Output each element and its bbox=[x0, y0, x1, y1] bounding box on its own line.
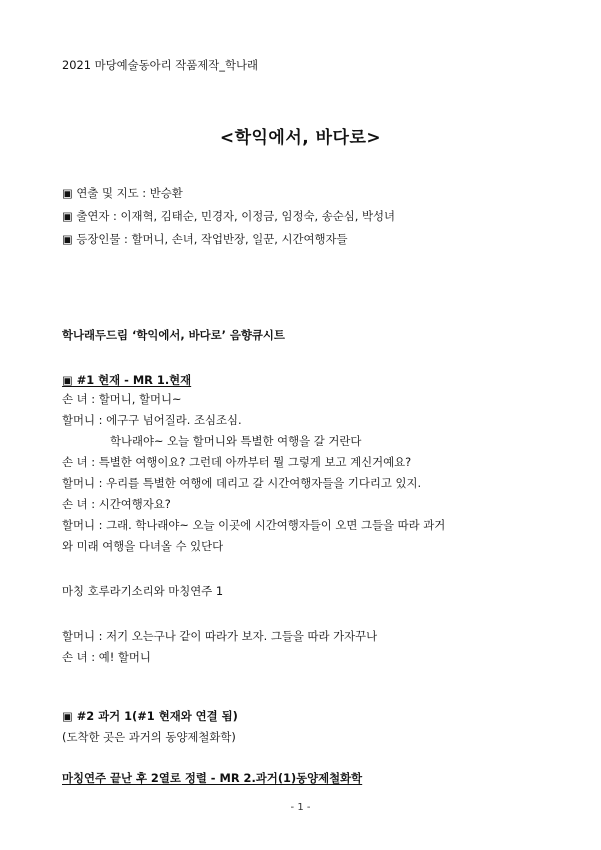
scene1-heading: ▣ #1 현재 - MR 1.현재 bbox=[62, 373, 192, 387]
dialogue-line: 손 녀 : 시간여행자요? bbox=[62, 497, 171, 511]
cue-sheet-title: 학나래두드림 ‘학익에서, 바다로’ 음향큐시트 bbox=[62, 328, 285, 342]
document-title: <학익에서, 바다로> bbox=[219, 128, 382, 148]
scene2-heading: ▣ #2 과거 1(#1 현재와 연결 됨) bbox=[62, 709, 238, 723]
dialogue-line: 손 녀 : 특별한 여행이요? 그런데 아까부터 뭘 그렇게 보고 계신거예요? bbox=[62, 455, 412, 469]
dialogue-line: 할머니 : 그래. 학나래야~ 오늘 이곳에 시간여행자들이 오면 그들을 따라 과거 bbox=[62, 518, 446, 532]
credit-director: ▣ 연출 및 지도 : 반승환 bbox=[62, 186, 183, 200]
page-number: - 1 - bbox=[290, 802, 311, 813]
scene1-cue: 마칭 호루라기소리와 마칭연주 1 bbox=[62, 584, 224, 598]
document-header: 2021 마당예술동아리 작품제작_학나래 bbox=[62, 58, 258, 72]
dialogue-line: 할머니 : 우리를 특별한 여행에 데리고 갈 시간여행자들을 기다리고 있지. bbox=[62, 476, 422, 490]
dialogue-line: 학나래야~ 오늘 할머니와 특별한 여행을 갈 거란다 bbox=[110, 434, 362, 448]
scene2-cue: 마칭연주 끝난 후 2열로 정렬 - MR 2.과거(1)동양제철화학 bbox=[62, 771, 363, 785]
dialogue-line: 할머니 : 에구구 넘어질라. 조심조심. bbox=[62, 413, 242, 427]
scene2-note: (도착한 곳은 과거의 동양제철화학) bbox=[62, 730, 236, 744]
credit-cast: ▣ 출연자 : 이재혁, 김태순, 민경자, 이정금, 임정숙, 송순심, 박성녀 bbox=[62, 209, 395, 223]
dialogue-line: 손 녀 : 예! 할머니 bbox=[62, 650, 151, 664]
dialogue-line: 와 미래 여행을 다녀올 수 있단다 bbox=[62, 539, 224, 553]
dialogue-line: 손 녀 : 할머니, 할머니~ bbox=[62, 392, 182, 406]
credit-characters: ▣ 등장인물 : 할머니, 손녀, 작업반장, 일꾼, 시간여행자들 bbox=[62, 232, 348, 246]
dialogue-line: 할머니 : 저기 오는구나 같이 따라가 보자. 그들을 따라 가자꾸나 bbox=[62, 629, 378, 643]
